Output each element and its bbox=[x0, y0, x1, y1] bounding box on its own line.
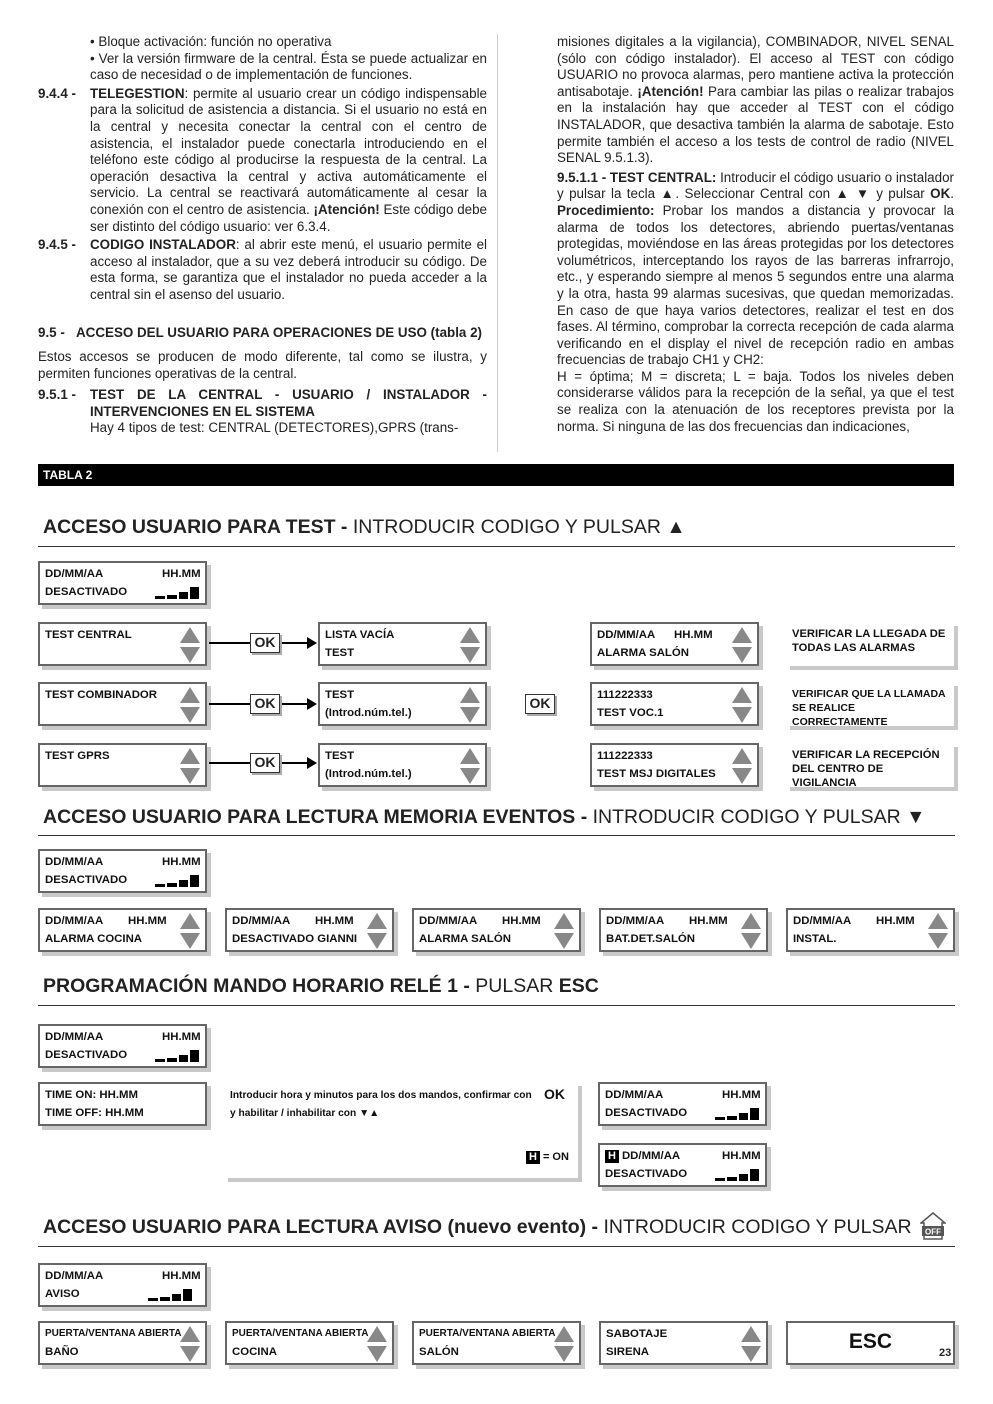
section-title: TELEGESTION bbox=[90, 85, 185, 101]
section-title-rele: PROGRAMACIÓN MANDO HORARIO RELÉ 1 - PULSAR ESC bbox=[43, 975, 599, 997]
section-title: CODIGO INSTALADOR bbox=[90, 237, 236, 253]
h-on-legend: H = ON bbox=[526, 1150, 569, 1164]
down-arrow-icon[interactable] bbox=[180, 768, 200, 784]
down-arrow-icon[interactable] bbox=[180, 707, 200, 723]
section-number: 9.5.1 - bbox=[38, 387, 76, 403]
bullet-bloque: • Bloque activación: función no operativa bbox=[90, 34, 332, 49]
section-title-aviso: ACCESO USUARIO PARA LECTURA AVISO (nuevo evento) - INTRODUCIR CODIGO Y PULSAR bbox=[43, 1216, 912, 1238]
signal-icon bbox=[155, 1049, 203, 1063]
down-arrow-icon[interactable] bbox=[554, 1346, 574, 1362]
section-title: ACCESO DEL USUARIO PARA OPERACIONES DE USO (tabla 2) bbox=[76, 324, 482, 340]
up-arrow-icon[interactable] bbox=[460, 687, 480, 703]
ok-label: OK bbox=[544, 1086, 565, 1102]
signal-icon bbox=[155, 586, 203, 600]
svg-text:OFF: OFF bbox=[925, 1227, 941, 1237]
down-arrow-icon[interactable] bbox=[180, 933, 200, 949]
down-arrow-icon[interactable] bbox=[554, 933, 574, 949]
down-arrow-icon[interactable] bbox=[732, 707, 752, 723]
esc-label: ESC bbox=[848, 1330, 893, 1353]
left-column bbox=[38, 34, 487, 437]
instruction-line-1: Introducir hora y minutos para los dos mandos, confirmar con bbox=[230, 1090, 532, 1101]
section-title: TEST DE LA CENTRAL - USUARIO / INSTALADOR - INTERVENCIONES EN EL SISTEMA bbox=[90, 387, 487, 419]
page-number: 23 bbox=[939, 1347, 952, 1359]
h-key-icon: H bbox=[605, 1150, 619, 1163]
screen-lista-vacia: LISTA VACÍA TEST bbox=[318, 622, 487, 666]
down-arrow-icon[interactable] bbox=[732, 768, 752, 784]
section-title-memoria: ACCESO USUARIO PARA LECTURA MEMORIA EVENTOS - INTRODUCIR CODIGO Y PULSAR ▼ bbox=[43, 806, 926, 828]
screen-test-central[interactable]: TEST CENTRAL bbox=[38, 622, 207, 666]
home-off-icon bbox=[920, 1212, 946, 1240]
up-arrow-icon[interactable] bbox=[367, 913, 387, 929]
up-arrow-icon[interactable] bbox=[180, 748, 200, 764]
screen-alarma-salon: DD/MM/AA HH.MM ALARMA SALÓN bbox=[590, 622, 759, 666]
down-arrow-icon[interactable] bbox=[460, 707, 480, 723]
up-arrow-icon[interactable] bbox=[367, 1326, 387, 1342]
screen-desactivado-h: H DD/MM/AA HH.MM DESACTIVADO bbox=[598, 1143, 767, 1187]
screen-test-msj: 111222333 TEST MSJ DIGITALES bbox=[590, 743, 759, 787]
instruction-line-2: y habilitar / inhabilitar con ▼▲ bbox=[230, 1108, 380, 1119]
h-key-icon: H bbox=[526, 1151, 540, 1164]
up-arrow-icon[interactable] bbox=[732, 687, 752, 703]
ok-button[interactable]: OK bbox=[250, 694, 280, 714]
screen-puerta-salon: PUERTA/VENTANA ABIERTA SALÓN bbox=[412, 1321, 581, 1365]
paragraph-levels: H = óptima; M = discreta; L = baja. Todos los niveles deben considerarse válidos para la recepción de la señal, ya que el test se realiza con la atenuación de los receptores prevista por la norma. Si ninguna de las dos frecuencias dan indicaciones, bbox=[557, 368, 954, 434]
screen-desactivado: DD/MM/AA HH.MM DESACTIVADO bbox=[38, 561, 207, 605]
screen-sabotaje: SABOTAJE SIRENA bbox=[599, 1321, 768, 1365]
section-rule bbox=[38, 546, 955, 547]
note-verificar-recepcion: VERIFICAR LA RECEPCIÓN DEL CENTRO DE VIGILANCIA bbox=[786, 743, 954, 787]
screen-desactivado-gianni: DD/MM/AA HH.MM DESACTIVADO GIANNI bbox=[225, 908, 394, 952]
right-column bbox=[557, 34, 954, 435]
down-arrow-icon[interactable] bbox=[741, 933, 761, 949]
note-verificar-llamada: VERIFICAR QUE LA LLAMADA SE REALICE CORRECTAMENTE bbox=[786, 682, 954, 726]
up-arrow-icon[interactable] bbox=[741, 913, 761, 929]
section-9-5-1-text: Hay 4 tipos de test: CENTRAL (DETECTORES),GPRS (trans- bbox=[90, 420, 459, 436]
screen-test-gprs[interactable]: TEST GPRS bbox=[38, 743, 207, 787]
down-arrow-icon[interactable] bbox=[732, 647, 752, 663]
note-verificar-alarmas: VERIFICAR LA LLEGADA DE TODAS LAS ALARMAS bbox=[786, 622, 954, 666]
section-rule bbox=[38, 835, 955, 836]
signal-icon bbox=[148, 1288, 196, 1302]
bullet-firmware: • Ver la versión firmware de la central. Ésta se puede actualizar en caso de necesidad o de implementación de funciones. bbox=[90, 50, 487, 83]
screen-bat-det: DD/MM/AA HH.MM BAT.DET.SALÓN bbox=[599, 908, 768, 952]
section-text: : permite al usuario crear un código indispensable para la solicitud de asistencia a distancia. Si el usuario no está en la central y necesita conectar la central con el centro de asistencia, el instalador puede conectarla introduciendo en el teléfono este código al producirse la respuesta de la central. La operación desactiva la central y activa automáticamente el servicio. La central se reactivará automáticamente al cesar la conexión con el centro de asistencia. bbox=[90, 85, 487, 217]
esc-button[interactable] bbox=[786, 1321, 955, 1365]
screen-desactivado: DD/MM/AA HH.MM DESACTIVADO bbox=[38, 849, 207, 893]
up-arrow-icon[interactable] bbox=[732, 627, 752, 643]
section-title-test: ACCESO USUARIO PARA TEST - INTRODUCIR CODIGO Y PULSAR ▲ bbox=[43, 516, 686, 538]
column-divider bbox=[497, 34, 498, 452]
section-9-5-text: Estos accesos se producen de modo diferente, tal como se ilustra, y permiten funciones operativas de la central. bbox=[38, 349, 487, 381]
signal-icon bbox=[715, 1107, 763, 1121]
screen-puerta-cocina: PUERTA/VENTANA ABIERTA COCINA bbox=[225, 1321, 394, 1365]
section-text-tail: Este código debe ser distinto del código usuario: ver 6.3.4. bbox=[90, 201, 487, 234]
down-arrow-icon[interactable] bbox=[180, 647, 200, 663]
screen-aviso: DD/MM/AA HH.MM AVISO bbox=[38, 1263, 207, 1307]
paragraph-test-central: 9.5.1.1 - TEST CENTRAL: Introducir el código usuario o instalador y pulsar la tecla ▲. Seleccionar Central con ▲ ▼ y pulsar OK. Procedimiento: Probar los mandos a distancia y provocar la alarma de todos los detectores, abriendo puertas/ventanas protegidas, moviéndose en las áreas protegidas por los detectores volumétricos, interceptando los rayos de las barreras infrarrojo, etc., y esperando siempre al menos 5 segundos entre una alarma y la otra, hasta 99 alarmas sucesivas, que quedan memorizadas. En caso de que haya varios detectores, realizar el test en dos fases. Al término, comprobar la correcta recepción de cada alarma verificando en el display el nivel de recepción radio en ambas frecuencias de trabajo CH1 y CH2: bbox=[557, 169, 954, 368]
down-arrow-icon[interactable] bbox=[367, 1346, 387, 1362]
up-arrow-icon[interactable] bbox=[460, 627, 480, 643]
signal-icon bbox=[715, 1168, 763, 1182]
up-arrow-icon[interactable] bbox=[180, 687, 200, 703]
screen-test-combinador[interactable]: TEST COMBINADOR bbox=[38, 682, 207, 726]
section-rule bbox=[38, 1246, 955, 1247]
section-9-4-5 bbox=[38, 237, 487, 303]
ok-button[interactable]: OK bbox=[250, 633, 280, 653]
up-arrow-icon[interactable] bbox=[180, 1326, 200, 1342]
screen-alarma-salon: DD/MM/AA HH.MM ALARMA SALÓN bbox=[412, 908, 581, 952]
signal-icon bbox=[155, 874, 203, 888]
section-number: 9.4.5 - bbox=[38, 237, 76, 253]
subsection-title: 9.5.1.1 - TEST CENTRAL: bbox=[557, 169, 717, 185]
screen-desactivado: DD/MM/AA HH.MM DESACTIVADO bbox=[598, 1082, 767, 1126]
screen-test-introd: TEST (Introd.núm.tel.) bbox=[318, 743, 487, 787]
screen-puerta-bano: PUERTA/VENTANA ABIERTA BAÑO bbox=[38, 1321, 207, 1365]
down-arrow-icon[interactable] bbox=[460, 768, 480, 784]
up-arrow-icon[interactable] bbox=[928, 913, 948, 929]
procedure-label: Procedimiento: bbox=[557, 202, 655, 218]
screen-instal: DD/MM/AA HH.MM INSTAL. bbox=[786, 908, 955, 952]
down-arrow-icon[interactable] bbox=[928, 933, 948, 949]
up-arrow-icon[interactable] bbox=[554, 913, 574, 929]
section-number: 9.5 - bbox=[38, 324, 65, 340]
screen-time-on-off: TIME ON: HH.MM TIME OFF: HH.MM bbox=[38, 1082, 207, 1126]
up-arrow-icon[interactable] bbox=[180, 627, 200, 643]
section-9-4-4 bbox=[38, 86, 487, 235]
attention-label: ¡Atención! bbox=[313, 201, 380, 217]
up-arrow-icon[interactable] bbox=[732, 748, 752, 764]
screen-alarma-cocina: DD/MM/AA HH.MM ALARMA COCINA bbox=[38, 908, 207, 952]
screen-test-introd: TEST (Introd.núm.tel.) bbox=[318, 682, 487, 726]
section-9-5-heading bbox=[38, 325, 487, 342]
ok-button[interactable]: OK bbox=[525, 694, 555, 714]
up-arrow-icon[interactable] bbox=[180, 913, 200, 929]
ok-button[interactable]: OK bbox=[250, 753, 280, 773]
section-number: 9.4.4 - bbox=[38, 85, 76, 101]
screen-test-voc: 111222333 TEST VOC.1 bbox=[590, 682, 759, 726]
down-arrow-icon[interactable] bbox=[367, 933, 387, 949]
attention-label: ¡Atención! bbox=[637, 83, 704, 99]
down-arrow-icon[interactable] bbox=[460, 647, 480, 663]
screen-desactivado: DD/MM/AA HH.MM DESACTIVADO bbox=[38, 1024, 207, 1068]
paragraph-test-types: misiones digitales a la vigilancia), COMBINADOR, NIVEL SENAL (sólo con código instalador). El acceso al TEST con código USUARIO no provoca alarmas, pero mantiene activa la protección antisabotaje. ¡Atención! Para cambiar las pilas o realizar trabajos en la instalación hay que acceder al TEST con el código INSTALADOR, que desactiva también la alarma de sabotaje. Esto permite también el acceso a los tests de control de radio (NIVEL SENAL 9.5.1.3). bbox=[557, 34, 954, 166]
up-arrow-icon[interactable] bbox=[460, 748, 480, 764]
section-9-5-1-heading bbox=[38, 387, 487, 420]
section-text: : al abrir este menú, el usuario permite el acceso al instalador, que a su vez deberá introducir su código. De esta forma, se garantiza que el instalador no pueda acceder a la central sin el asenso del usuario. bbox=[90, 237, 487, 302]
note-rele-instructions bbox=[224, 1082, 578, 1178]
down-arrow-icon[interactable] bbox=[741, 1346, 761, 1362]
up-arrow-icon[interactable] bbox=[554, 1326, 574, 1342]
tabla-label: TABLA 2 bbox=[38, 464, 954, 486]
section-rule bbox=[38, 1005, 955, 1006]
down-arrow-icon[interactable] bbox=[180, 1346, 200, 1362]
up-arrow-icon[interactable] bbox=[741, 1326, 761, 1342]
